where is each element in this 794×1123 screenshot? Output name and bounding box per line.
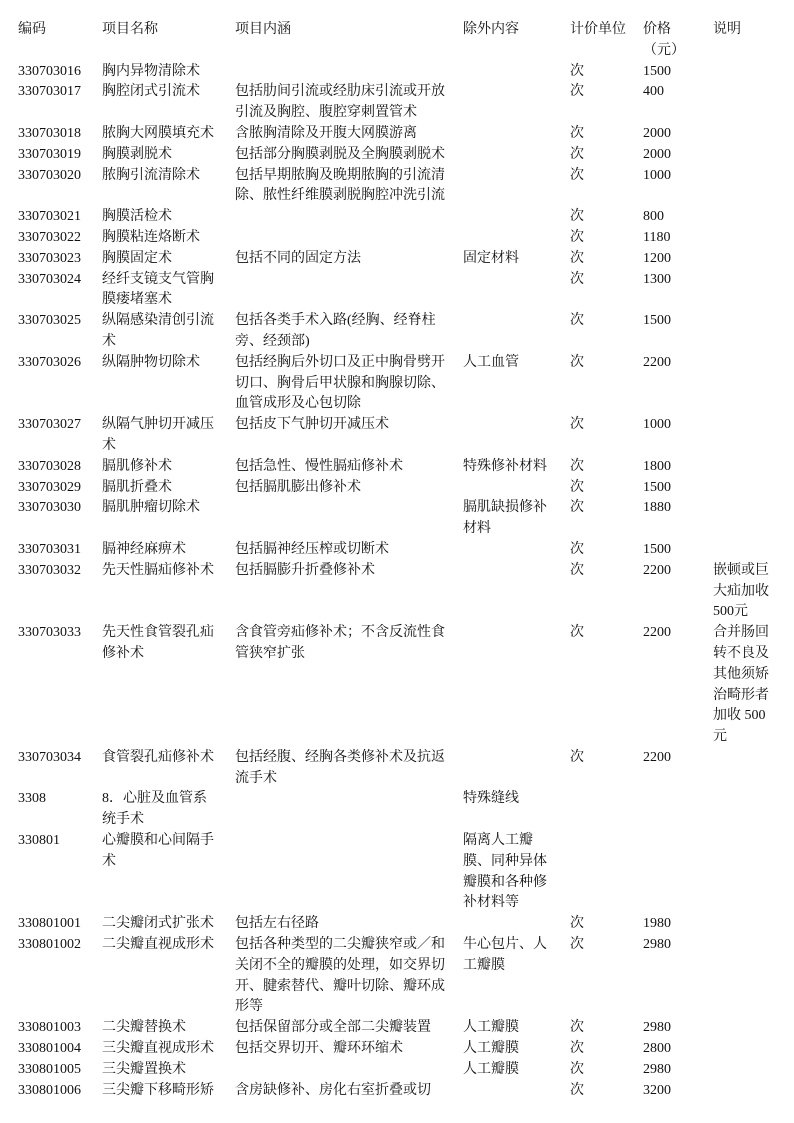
code-cell: 330703018 xyxy=(18,125,81,141)
price-cell: 2000 xyxy=(643,146,671,162)
name-cell: 三尖瓣下移畸形矫 xyxy=(102,1082,214,1098)
unit-cell: 次 xyxy=(570,125,584,141)
table-row xyxy=(18,62,788,83)
unit-cell: 次 xyxy=(570,479,584,495)
content-cell: 包括膈膨升折叠修补术 xyxy=(235,562,375,578)
content-cell: 包括经胸后外切口及正中胸骨劈开 切口、胸骨后甲状腺和胸腺切除、 血管成形及心包切除 xyxy=(235,354,445,412)
content-cell xyxy=(235,831,463,914)
notes-cell xyxy=(713,166,788,208)
exclusions-cell: 隔离人工瓣 膜、同种异体 瓣膜和各种修 补材料等 xyxy=(463,833,547,911)
price-cell: 1300 xyxy=(643,271,671,287)
unit-cell: 次 xyxy=(570,313,584,329)
name-cell: 膈神经麻痹术 xyxy=(102,541,186,557)
header-unit: 计价单位 xyxy=(570,22,626,37)
code-cell: 330703030 xyxy=(18,500,81,516)
exclusions-cell xyxy=(463,270,570,312)
name-cell: 纵隔气肿切开减压 术 xyxy=(102,417,214,453)
unit-cell: 次 xyxy=(570,354,584,370)
price-cell: 1000 xyxy=(643,167,671,183)
table-row xyxy=(18,145,788,166)
table-row xyxy=(18,831,788,914)
table-row xyxy=(18,457,788,478)
code-cell: 330703016 xyxy=(18,63,81,79)
table-row xyxy=(18,561,788,623)
price-cell: 1500 xyxy=(643,541,671,557)
exclusions-cell: 固定材料 xyxy=(463,250,519,266)
exclusions-cell: 牛心包片、人 工瓣膜 xyxy=(463,937,547,973)
name-cell: 胸腔闭式引流术 xyxy=(102,84,200,100)
notes-cell xyxy=(713,62,788,83)
price-cell: 1880 xyxy=(643,500,671,516)
price-cell xyxy=(643,789,713,831)
code-cell: 330801006 xyxy=(18,1082,81,1098)
unit-cell: 次 xyxy=(570,562,584,578)
notes-cell: 嵌顿或巨 大疝加收 500元 xyxy=(713,562,769,620)
content-cell: 包括各种类型的二尖瓣狭窄或／和 关闭不全的瓣膜的处理，如交界切 开、腱索替代、瓣叶切除、瓣环成 形等 xyxy=(235,937,445,1015)
code-cell: 330801001 xyxy=(18,916,81,932)
notes-cell xyxy=(713,1081,788,1102)
code-cell: 330703032 xyxy=(18,562,81,578)
unit-cell: 次 xyxy=(570,271,584,287)
name-cell: 食管裂孔疝修补术 xyxy=(102,749,214,765)
content-cell: 包括保留部分或全部二尖瓣装置 xyxy=(235,1020,431,1036)
content-cell: 包括膈神经压榨或切断术 xyxy=(235,541,389,557)
notes-cell xyxy=(713,748,788,790)
price-cell: 1980 xyxy=(643,916,671,932)
name-cell: 胸膜活检术 xyxy=(102,209,172,225)
price-cell: 1500 xyxy=(643,63,671,79)
exclusions-cell xyxy=(463,561,570,623)
notes-cell xyxy=(713,270,788,312)
code-cell: 330801005 xyxy=(18,1061,81,1077)
content-cell: 包括膈肌膨出修补术 xyxy=(235,479,361,495)
unit-cell: 次 xyxy=(570,146,584,162)
unit-cell: 次 xyxy=(570,229,584,245)
exclusions-cell: 人工瓣膜 xyxy=(463,1061,519,1077)
content-cell: 含脓胸清除及开腹大网膜游离 xyxy=(235,125,417,141)
code-cell: 330703029 xyxy=(18,479,81,495)
unit-cell: 次 xyxy=(570,1061,584,1077)
header-code: 编码 xyxy=(18,22,46,37)
code-cell: 330703017 xyxy=(18,84,81,100)
content-cell: 包括交界切开、瓣环环缩术 xyxy=(235,1041,403,1057)
notes-cell xyxy=(713,145,788,166)
header-notes: 说明 xyxy=(713,22,741,37)
exclusions-cell: 特殊缝线 xyxy=(463,791,519,807)
price-cell: 1800 xyxy=(643,458,671,474)
code-cell: 330703027 xyxy=(18,417,81,433)
content-cell xyxy=(235,228,463,249)
table-row xyxy=(18,623,788,748)
price-cell: 800 xyxy=(643,209,664,225)
code-cell: 330703034 xyxy=(18,749,81,765)
code-cell: 330703028 xyxy=(18,458,81,474)
exclusions-cell: 人工瓣膜 xyxy=(463,1020,519,1036)
price-cell: 2200 xyxy=(643,625,671,641)
header-price: 价格 （元） xyxy=(643,22,685,58)
exclusions-cell: 人工瓣膜 xyxy=(463,1041,519,1057)
table-row xyxy=(18,415,788,457)
table-row xyxy=(18,789,788,831)
code-cell: 3308 xyxy=(18,791,46,807)
code-cell: 330703021 xyxy=(18,209,81,225)
exclusions-cell xyxy=(463,311,570,353)
price-cell: 2200 xyxy=(643,354,671,370)
table-row xyxy=(18,1018,788,1039)
notes-cell xyxy=(713,457,788,478)
content-cell: 包括不同的固定方法 xyxy=(235,250,361,266)
content-cell: 含房缺修补、房化右室折叠或切 xyxy=(235,1082,431,1098)
table-row xyxy=(18,498,788,540)
name-cell: 脓胸引流清除术 xyxy=(102,167,200,183)
content-cell xyxy=(235,62,463,83)
name-cell: 心瓣膜和心间隔手 术 xyxy=(102,833,214,869)
code-cell: 330801003 xyxy=(18,1020,81,1036)
table-row xyxy=(18,478,788,499)
unit-cell: 次 xyxy=(570,417,584,433)
content-cell xyxy=(235,789,463,831)
table-row xyxy=(18,270,788,312)
name-cell: 纵隔感染清创引流 术 xyxy=(102,313,214,349)
price-cell: 3200 xyxy=(643,1082,671,1098)
price-cell: 2200 xyxy=(643,562,671,578)
header-content: 项目内涵 xyxy=(235,22,291,37)
price-cell: 2200 xyxy=(643,749,671,765)
table-row xyxy=(18,311,788,353)
exclusions-cell: 人工血管 xyxy=(463,354,519,370)
name-cell: 二尖瓣替换术 xyxy=(102,1020,186,1036)
header-exclusions: 除外内容 xyxy=(463,22,519,37)
price-cell: 1000 xyxy=(643,417,671,433)
notes-cell xyxy=(713,311,788,353)
content-cell: 包括各类手术入路(经胸、经脊柱 旁、经颈部) xyxy=(235,313,436,349)
content-cell: 包括左右径路 xyxy=(235,916,319,932)
exclusions-cell xyxy=(463,415,570,457)
price-cell: 1500 xyxy=(643,479,671,495)
name-cell: 先天性膈疝修补术 xyxy=(102,562,214,578)
exclusions-cell xyxy=(463,124,570,145)
price-cell: 2800 xyxy=(643,1041,671,1057)
name-cell: 三尖瓣直视成形术 xyxy=(102,1041,214,1057)
code-cell: 330703022 xyxy=(18,229,81,245)
unit-cell: 次 xyxy=(570,625,584,641)
table-row xyxy=(18,914,788,935)
exclusions-cell xyxy=(463,207,570,228)
unit-cell: 次 xyxy=(570,1082,584,1098)
price-cell: 1500 xyxy=(643,313,671,329)
price-cell xyxy=(643,831,713,914)
name-cell: 先天性食管裂孔疝 修补术 xyxy=(102,625,214,661)
unit-cell: 次 xyxy=(570,458,584,474)
content-cell xyxy=(235,498,463,540)
notes-cell xyxy=(713,914,788,935)
name-cell: 胸膜粘连烙断术 xyxy=(102,229,200,245)
unit-cell: 次 xyxy=(570,1041,584,1057)
code-cell: 330703031 xyxy=(18,541,81,557)
exclusions-cell xyxy=(463,62,570,83)
name-cell: 膈肌修补术 xyxy=(102,458,172,474)
unit-cell: 次 xyxy=(570,84,584,100)
notes-cell xyxy=(713,498,788,540)
notes-cell xyxy=(713,1060,788,1081)
content-cell xyxy=(235,207,463,228)
table-row xyxy=(18,249,788,270)
unit-cell: 次 xyxy=(570,250,584,266)
name-cell: 胸膜剥脱术 xyxy=(102,146,172,162)
exclusions-cell: 特殊修补材料 xyxy=(463,458,547,474)
unit-cell: 次 xyxy=(570,1020,584,1036)
unit-cell: 次 xyxy=(570,541,584,557)
code-cell: 330703019 xyxy=(18,146,81,162)
unit-cell xyxy=(570,831,643,914)
header-name: 项目名称 xyxy=(102,22,158,37)
code-cell: 330703024 xyxy=(18,271,81,287)
price-cell: 2980 xyxy=(643,1061,671,1077)
notes-cell xyxy=(713,207,788,228)
price-cell: 2980 xyxy=(643,937,671,953)
name-cell: 纵隔肿物切除术 xyxy=(102,354,200,370)
code-cell: 330703025 xyxy=(18,313,81,329)
exclusions-cell: 膈肌缺损修补 材料 xyxy=(463,500,547,537)
code-cell: 330703023 xyxy=(18,250,81,266)
notes-cell xyxy=(713,789,788,831)
table-row xyxy=(18,748,788,790)
notes-cell xyxy=(713,1018,788,1039)
exclusions-cell xyxy=(463,623,570,748)
notes-cell xyxy=(713,1039,788,1060)
content-cell: 包括早期脓胸及晚期脓胸的引流清 除、脓性纤维膜剥脱胸腔冲洗引流 xyxy=(235,167,445,204)
price-cell: 1180 xyxy=(643,229,671,245)
exclusions-cell xyxy=(463,145,570,166)
price-cell: 2980 xyxy=(643,1020,671,1036)
notes-cell xyxy=(713,540,788,561)
exclusions-cell xyxy=(463,82,570,124)
content-cell: 包括皮下气肿切开减压术 xyxy=(235,417,389,433)
content-cell: 包括肋间引流或经肋床引流或开放 引流及胸腔、腹腔穿刺置管术 xyxy=(235,84,445,121)
exclusions-cell xyxy=(463,1081,570,1102)
code-cell: 330703026 xyxy=(18,354,81,370)
table-row xyxy=(18,353,788,415)
table-row xyxy=(18,207,788,228)
unit-cell: 次 xyxy=(570,209,584,225)
name-cell: 膈肌肿瘤切除术 xyxy=(102,500,200,516)
notes-cell: 合并肠回 转不良及 其他须矫 治畸形者 加收 500 元 xyxy=(713,625,769,745)
name-cell: 脓胸大网膜填充术 xyxy=(102,125,214,141)
unit-cell: 次 xyxy=(570,916,584,932)
notes-cell xyxy=(713,415,788,457)
notes-cell xyxy=(713,353,788,415)
name-cell: 二尖瓣直视成形术 xyxy=(102,937,214,953)
exclusions-cell xyxy=(463,166,570,208)
name-cell: 8．心脏及血管系 统手术 xyxy=(102,791,207,828)
table-row xyxy=(18,1081,788,1102)
name-cell: 二尖瓣闭式扩张术 xyxy=(102,916,214,932)
notes-cell xyxy=(713,82,788,124)
exclusions-cell xyxy=(463,228,570,249)
table-row xyxy=(18,82,788,124)
table-row xyxy=(18,540,788,561)
header-row xyxy=(18,20,788,62)
content-cell xyxy=(235,270,463,312)
name-cell: 胸膜固定术 xyxy=(102,250,172,266)
code-cell: 330801002 xyxy=(18,937,81,953)
table-row xyxy=(18,124,788,145)
table-row xyxy=(18,1060,788,1081)
exclusions-cell xyxy=(463,748,570,790)
exclusions-cell xyxy=(463,540,570,561)
unit-cell xyxy=(570,789,643,831)
content-cell: 含食管旁疝修补术；不含反流性食 管狭窄扩张 xyxy=(235,625,445,661)
unit-cell: 次 xyxy=(570,500,584,516)
table-row xyxy=(18,228,788,249)
price-cell: 400 xyxy=(643,84,664,100)
unit-cell: 次 xyxy=(570,167,584,183)
table-row xyxy=(18,1039,788,1060)
name-cell: 三尖瓣置换术 xyxy=(102,1061,186,1077)
name-cell: 胸内异物清除术 xyxy=(102,63,200,79)
name-cell: 经纤支镜支气管胸 膜瘘堵塞术 xyxy=(102,271,214,308)
name-cell: 膈肌折叠术 xyxy=(102,479,172,495)
code-cell: 330801 xyxy=(18,833,60,849)
content-cell: 包括急性、慢性膈疝修补术 xyxy=(235,458,403,474)
unit-cell: 次 xyxy=(570,937,584,953)
exclusions-cell xyxy=(463,478,570,499)
notes-cell xyxy=(713,124,788,145)
price-table xyxy=(18,20,788,1101)
unit-cell: 次 xyxy=(570,749,584,765)
code-cell: 330703020 xyxy=(18,167,81,183)
exclusions-cell xyxy=(463,914,570,935)
code-cell: 330801004 xyxy=(18,1041,81,1057)
table-row xyxy=(18,935,788,1018)
content-cell: 包括部分胸膜剥脱及全胸膜剥脱术 xyxy=(235,146,445,162)
notes-cell xyxy=(713,249,788,270)
unit-cell: 次 xyxy=(570,63,584,79)
table-row xyxy=(18,166,788,208)
code-cell: 330703033 xyxy=(18,625,81,641)
notes-cell xyxy=(713,478,788,499)
notes-cell xyxy=(713,831,788,914)
price-cell: 2000 xyxy=(643,125,671,141)
notes-cell xyxy=(713,935,788,1018)
content-cell xyxy=(235,1060,463,1081)
notes-cell xyxy=(713,228,788,249)
price-cell: 1200 xyxy=(643,250,671,266)
content-cell: 包括经腹、经胸各类修补术及抗返 流手术 xyxy=(235,749,445,786)
